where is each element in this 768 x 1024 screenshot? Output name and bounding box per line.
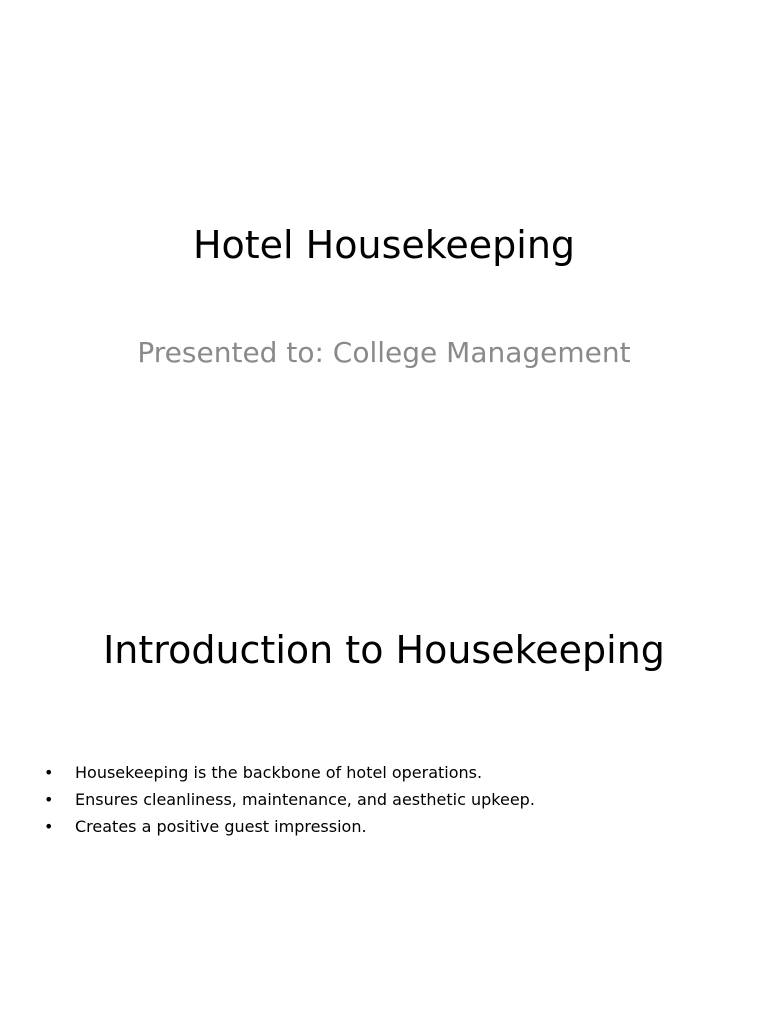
slide-title-heading: Hotel Housekeeping bbox=[192, 223, 576, 267]
bullet-icon: • bbox=[44, 790, 54, 809]
bullet-icon: • bbox=[44, 763, 54, 782]
bullet-item bbox=[0, 759, 768, 786]
slide-introduction bbox=[0, 576, 768, 1024]
bullet-item bbox=[0, 813, 768, 840]
slide-heading: Introduction to Housekeeping bbox=[103, 628, 665, 672]
bullet-list bbox=[0, 759, 768, 840]
bullet-text: Housekeeping is the backbone of hotel operations. bbox=[75, 763, 483, 782]
bullet-text: Creates a positive guest impression. bbox=[75, 817, 367, 836]
bullet-item bbox=[0, 786, 768, 813]
bullet-text: Ensures cleanliness, maintenance, and aesthetic upkeep. bbox=[75, 790, 535, 809]
slide-subtitle: Presented to: College Management bbox=[137, 336, 631, 369]
bullet-icon: • bbox=[44, 817, 54, 836]
